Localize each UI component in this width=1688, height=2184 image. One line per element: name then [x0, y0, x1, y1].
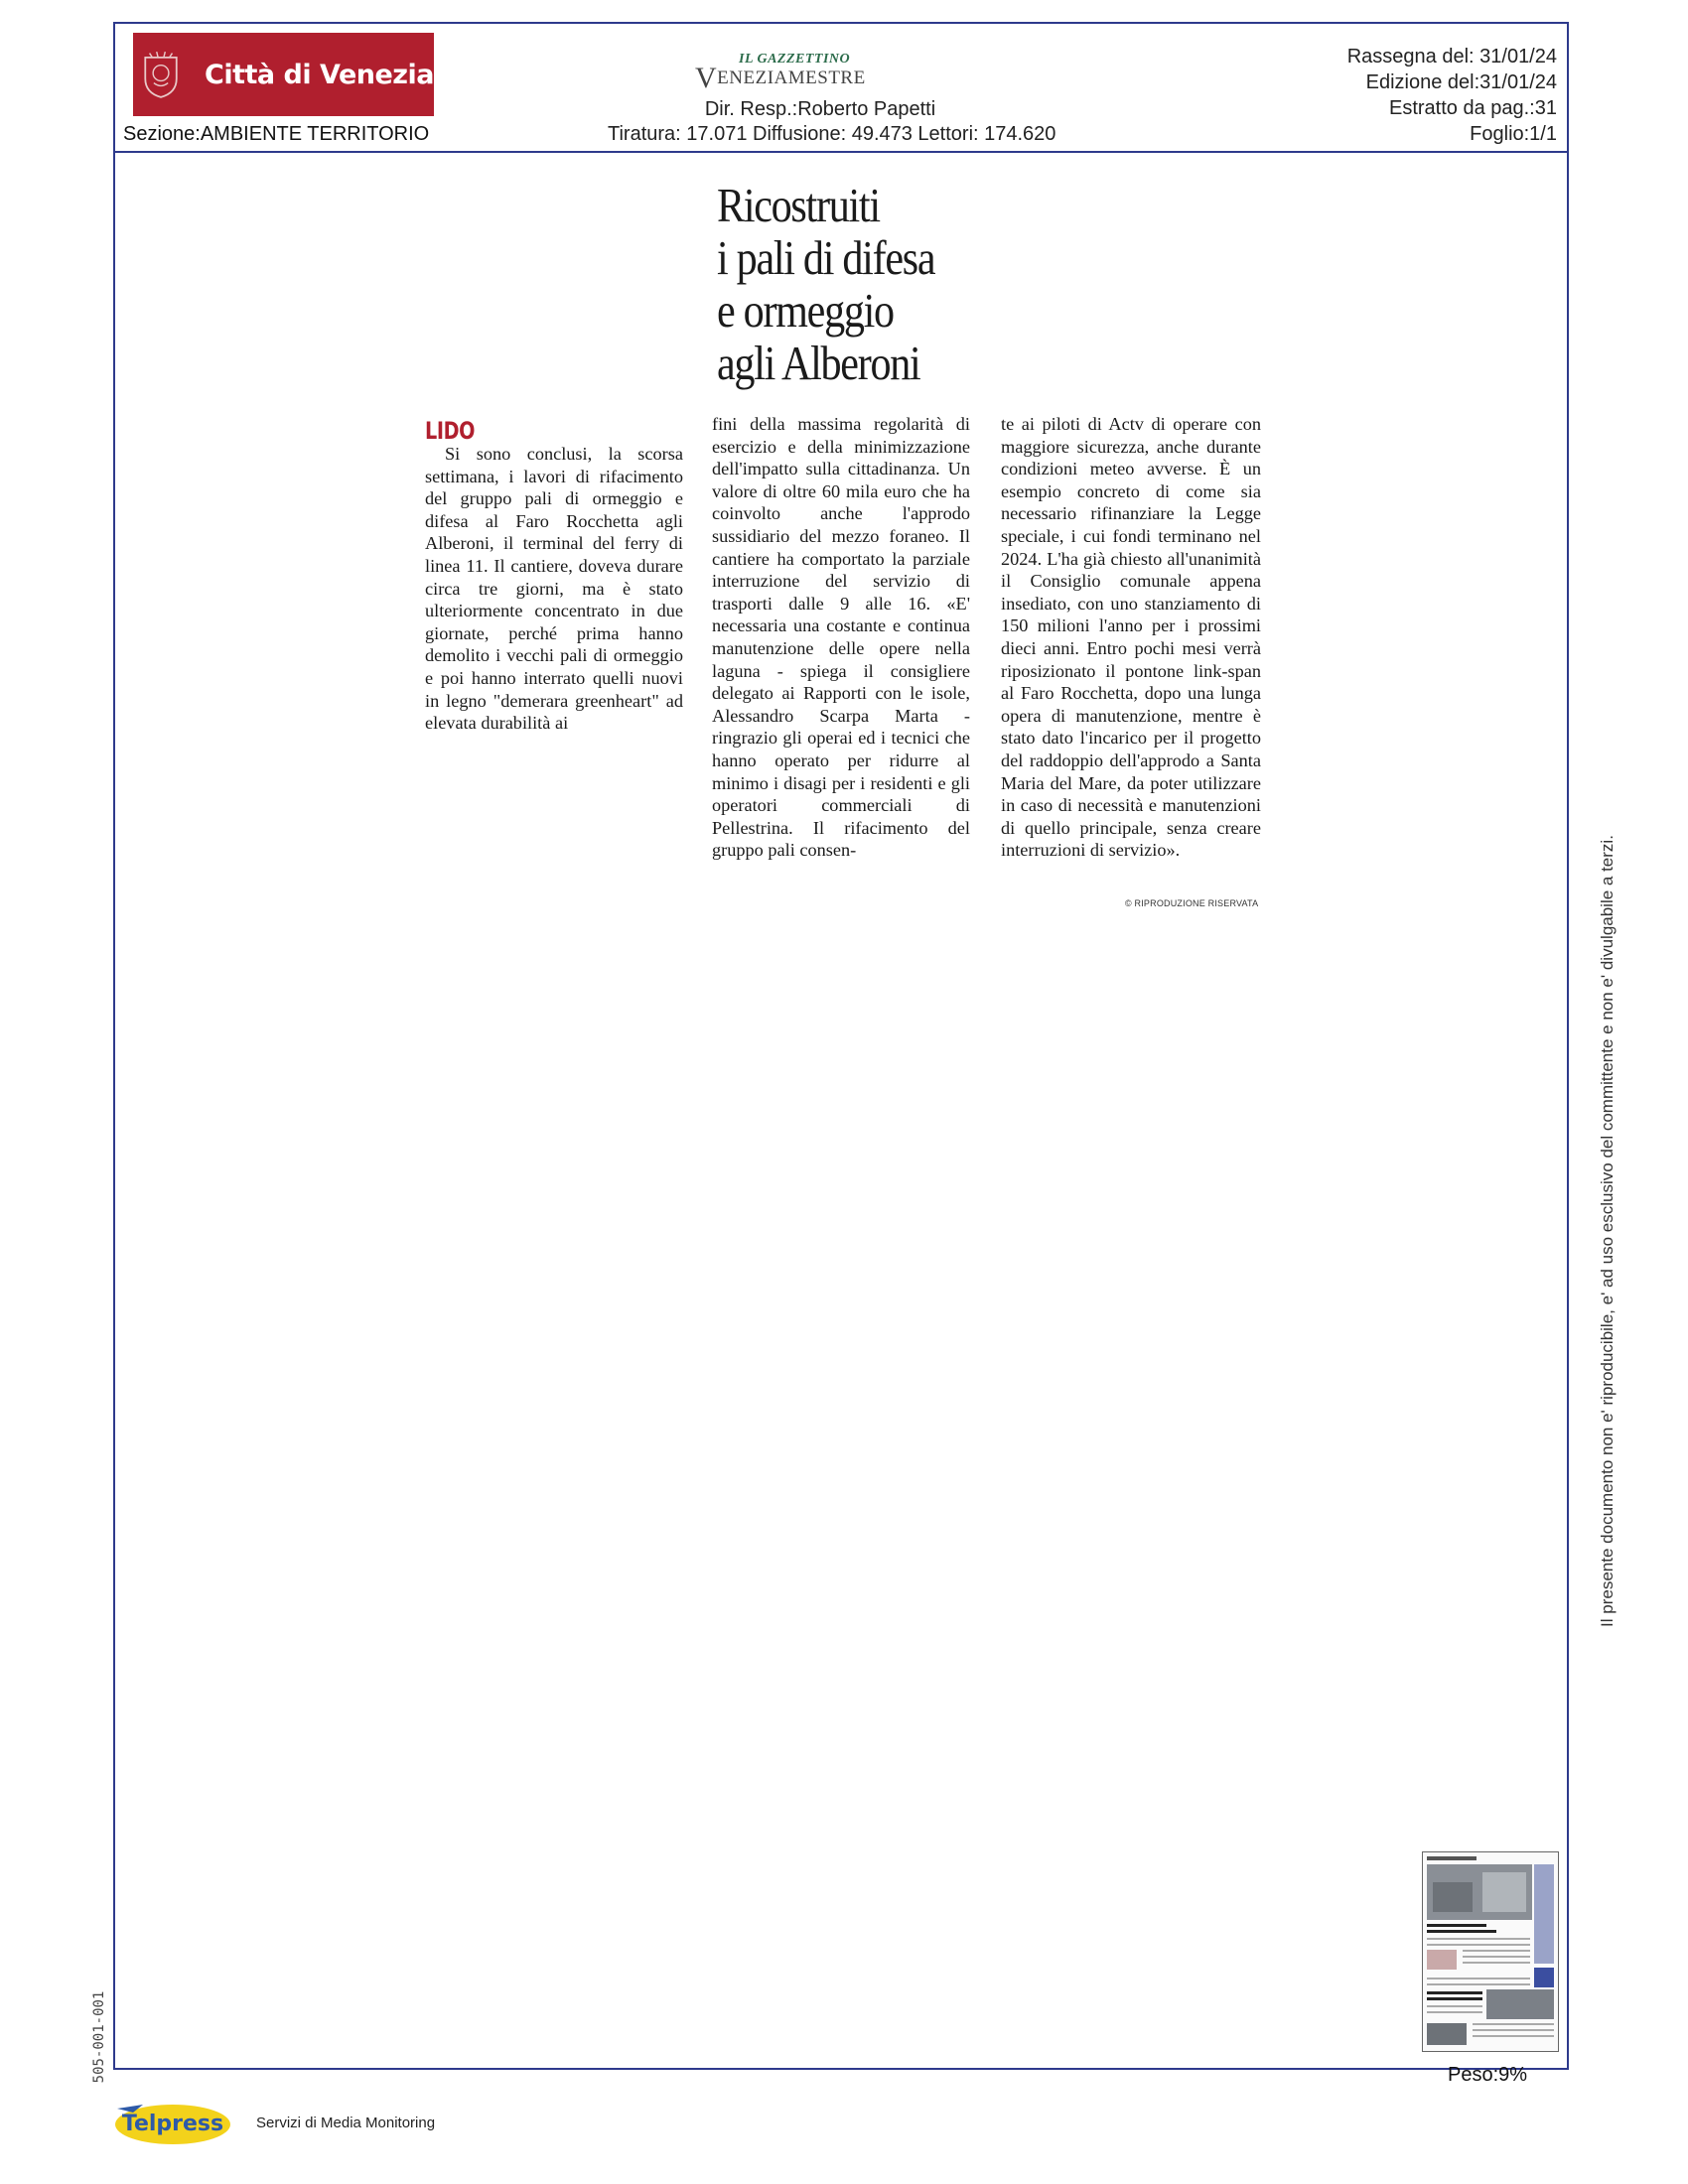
rassegna-date: Rassegna del: 31/01/24: [1346, 46, 1557, 68]
telpress-logo: [113, 2099, 234, 2148]
venice-crest-icon: [141, 41, 181, 108]
edizione-date: Edizione del:31/01/24: [1365, 71, 1557, 93]
footer-tagline: Servizi di Media Monitoring: [256, 2115, 436, 2131]
director-line: Dir. Resp.:Roberto Papetti: [704, 98, 936, 120]
masthead-title: IL GAZZETTINO: [739, 52, 851, 67]
estratto-page: Estratto da pag.:31: [1388, 97, 1557, 119]
peso-label: Peso:9%: [1448, 2064, 1528, 2086]
article-column-1: Si sono conclusi, la scorsa settimana, i lavori di rifacimento del gruppo pali di ormeggio e difesa al Faro Rocchetta agli Alberoni, il terminal del ferry di linea 11. Il cantiere, doveva durare circa tre giorni, ma è stato ulteriormente concentrato in due giornate, perché prima hanno demolito i vecchi pali di ormeggio e poi hanno interrato quelli nuovi in legno "demerara greenheart" ad elevata durabilità ai: [425, 444, 683, 734]
headline-line: agli Alberoni: [717, 336, 920, 390]
article-kicker: LIDO: [425, 417, 476, 445]
masthead-edition: VENEZIAMESTRE: [695, 62, 866, 94]
article-column-3: te ai piloti di Actv di operare con maggiore sicurezza, anche durante condizioni meteo avverse. È un esempio concreto di come sia necessario rifinanziare la Legge speciale, i cui fondi terminano nel 2024. L'ha già chiesto all'unanimità il Consiglio comunale appena insediato, con uno stanziamento di 150 milioni l'anno per i prossimi dieci anni. Entro pochi mesi verrà riposizionato il pontone link-span al Faro Rocchetta, dopo una lunga opera di manutenzione, mentre è stato dato l'incarico per il progetto del raddoppio dell'approdo a Santa Maria del Mare, da poter utilizzare in caso di necessità e manutenzioni di quello principale, senza creare interruzioni di servizio».: [1001, 414, 1261, 861]
article-column-2: fini della massima regolarità di esercizio e della minimizzazione dell'impatto sulla cittadinanza. Un valore di oltre 60 mila euro che ha coinvolto anche l'approdo sussidiario del mezzo foraneo. Il cantiere ha comportato la parziale interruzione del servizio di trasporti dalle 9 alle 16. «E' necessaria una costante e continua manutenzione delle opere nella laguna - spiega il consigliere delegato ai Rapporti con le isole, Alessandro Scarpa Marta - ringrazio gli operai ed i tecnici che hanno operato per ridurre al minimo i disagi per i residenti e gli operatori commerciali di Pellestrina. Il rifacimento del gruppo pali consen-: [712, 414, 970, 861]
headline-line: e ormeggio: [717, 283, 894, 338]
header-divider: [113, 151, 1569, 153]
headline-line: i pali di difesa: [717, 230, 935, 285]
foglio-count: Foglio:1/1: [1470, 123, 1557, 145]
newspaper-page-thumbnail-icon: [1423, 1852, 1558, 2051]
legal-notice: Il presente documento non e' riproducibile, e' ad uso esclusivo del committente e non e' divulgabile a terzi.: [1598, 835, 1617, 1627]
headline-line: Ricostruiti: [717, 178, 880, 232]
circulation-line: Tiratura: 17.071 Diffusione: 49.473 Lettori: 174.620: [608, 123, 1056, 145]
copyright-notice: © RIPRODUZIONE RISERVATA: [1125, 898, 1259, 908]
logo-text: Città di Venezia: [205, 59, 434, 90]
page-thumbnail: [1422, 1851, 1559, 2052]
newspaper-masthead: [695, 44, 953, 94]
telpress-wordmark: Telpress: [121, 2112, 224, 2136]
section-label: Sezione:AMBIENTE TERRITORIO: [123, 123, 430, 145]
document-metadata: [1347, 44, 1557, 147]
article-headline: [717, 179, 934, 389]
document-code: 505-001-001: [91, 1990, 107, 2084]
citta-di-venezia-logo: [133, 33, 434, 116]
